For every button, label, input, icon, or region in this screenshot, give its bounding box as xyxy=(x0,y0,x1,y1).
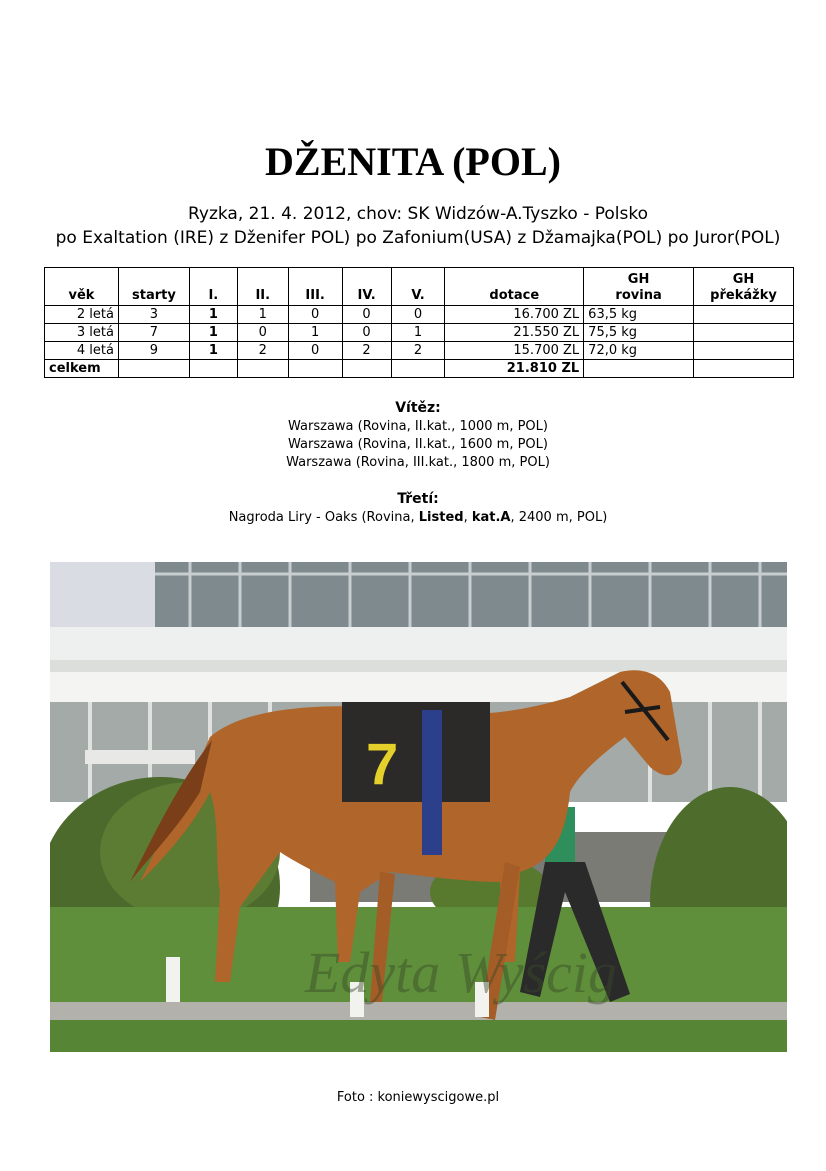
birth-breeder-line: Ryzka, 21. 4. 2012, chov: SK Widzów-A.Tyszko - Polsko xyxy=(188,204,648,224)
cell-starts: 3 xyxy=(118,306,189,324)
cell-empty xyxy=(342,360,391,378)
horse-name-title: DŽENITA (POL) xyxy=(265,139,561,184)
table-header-row xyxy=(45,268,794,306)
cell-first: 1 xyxy=(189,306,237,324)
cell-gh-flat: 72,0 kg xyxy=(584,342,694,360)
table-row xyxy=(45,324,794,342)
cell-gh-flat: 75,5 kg xyxy=(584,324,694,342)
cell-first: 1 xyxy=(189,324,237,342)
third-race-prefix: Nagroda Liry - Oaks (Rovina, xyxy=(228,510,419,525)
cell-empty xyxy=(391,360,445,378)
third-race-suffix: , 2400 m, POL) xyxy=(510,510,608,525)
cell-empty xyxy=(237,360,288,378)
winner-race: Warszawa (Rovina, III.kat., 1800 m, POL) xyxy=(286,455,550,470)
cell-age: 3 letá xyxy=(45,324,119,342)
table-total-row xyxy=(45,360,794,378)
cell-third: 0 xyxy=(288,342,342,360)
cell-age: 2 letá xyxy=(45,306,119,324)
cell-empty xyxy=(118,360,189,378)
cell-second: 1 xyxy=(237,306,288,324)
pedigree-line: po Exaltation (IRE) z Dženifer POL) po Zafonium(USA) z Džamajka(POL) po Juror(POL) xyxy=(55,228,781,248)
header-age: věk xyxy=(45,268,119,306)
cell-gh-jump xyxy=(694,324,794,342)
header-first: I. xyxy=(189,268,237,306)
header-third: III. xyxy=(288,268,342,306)
cell-fourth: 0 xyxy=(342,306,391,324)
winner-race: Warszawa (Rovina, II.kat., 1000 m, POL) xyxy=(288,419,548,434)
cell-gh-jump xyxy=(694,342,794,360)
third-race-kat: kat.A xyxy=(471,510,511,525)
cell-gh-jump xyxy=(694,306,794,324)
horse-photo xyxy=(50,562,787,1052)
cell-empty xyxy=(189,360,237,378)
cell-total-label: celkem xyxy=(45,360,119,378)
header-gh-flat-line1: GH xyxy=(627,272,650,287)
cell-second: 2 xyxy=(237,342,288,360)
cell-prize: 21.550 ZL xyxy=(445,324,584,342)
header-gh-jump xyxy=(694,268,794,306)
saddle-number: 7 xyxy=(366,732,399,797)
header-fourth: IV. xyxy=(342,268,391,306)
cell-age: 4 letá xyxy=(45,342,119,360)
cell-fifth: 0 xyxy=(391,306,445,324)
winner-section xyxy=(0,398,826,472)
table-row xyxy=(45,342,794,360)
cell-prize: 16.700 ZL xyxy=(445,306,584,324)
third-race-sep: , xyxy=(463,510,472,525)
header-gh-flat-line2: rovina xyxy=(615,288,662,303)
cell-fifth: 1 xyxy=(391,324,445,342)
cell-third: 1 xyxy=(288,324,342,342)
header-gh-jump-line1: GH xyxy=(732,272,755,287)
cell-gh-flat: 63,5 kg xyxy=(584,306,694,324)
cell-third: 0 xyxy=(288,306,342,324)
cell-empty xyxy=(584,360,694,378)
header-gh-flat xyxy=(584,268,694,306)
third-race xyxy=(0,509,826,527)
race-record-table xyxy=(44,267,794,378)
cell-empty xyxy=(694,360,794,378)
cell-empty xyxy=(288,360,342,378)
header-gh-jump-line2: překážky xyxy=(710,288,777,303)
cell-fourth: 0 xyxy=(342,324,391,342)
cell-second: 0 xyxy=(237,324,288,342)
header-fifth: V. xyxy=(391,268,445,306)
third-heading: Třetí: xyxy=(397,491,439,507)
table-row xyxy=(45,306,794,324)
cell-fourth: 2 xyxy=(342,342,391,360)
cell-total-prize: 21.810 ZL xyxy=(445,360,584,378)
header-starts: starty xyxy=(118,268,189,306)
header-second: II. xyxy=(237,268,288,306)
third-place-section xyxy=(0,489,826,527)
winner-race: Warszawa (Rovina, II.kat., 1600 m, POL) xyxy=(288,437,548,452)
photo-watermark: Edyta Wyścig xyxy=(305,940,617,1005)
cell-first: 1 xyxy=(189,342,237,360)
photo-credit: Foto : koniewyscigowe.pl xyxy=(336,1090,500,1105)
header-prize: dotace xyxy=(445,268,584,306)
third-race-listed: Listed xyxy=(418,510,464,525)
winner-heading: Vítěz: xyxy=(395,400,441,416)
cell-fifth: 2 xyxy=(391,342,445,360)
cell-starts: 7 xyxy=(118,324,189,342)
cell-starts: 9 xyxy=(118,342,189,360)
horse-photo-illustration xyxy=(50,562,787,1052)
cell-prize: 15.700 ZL xyxy=(445,342,584,360)
